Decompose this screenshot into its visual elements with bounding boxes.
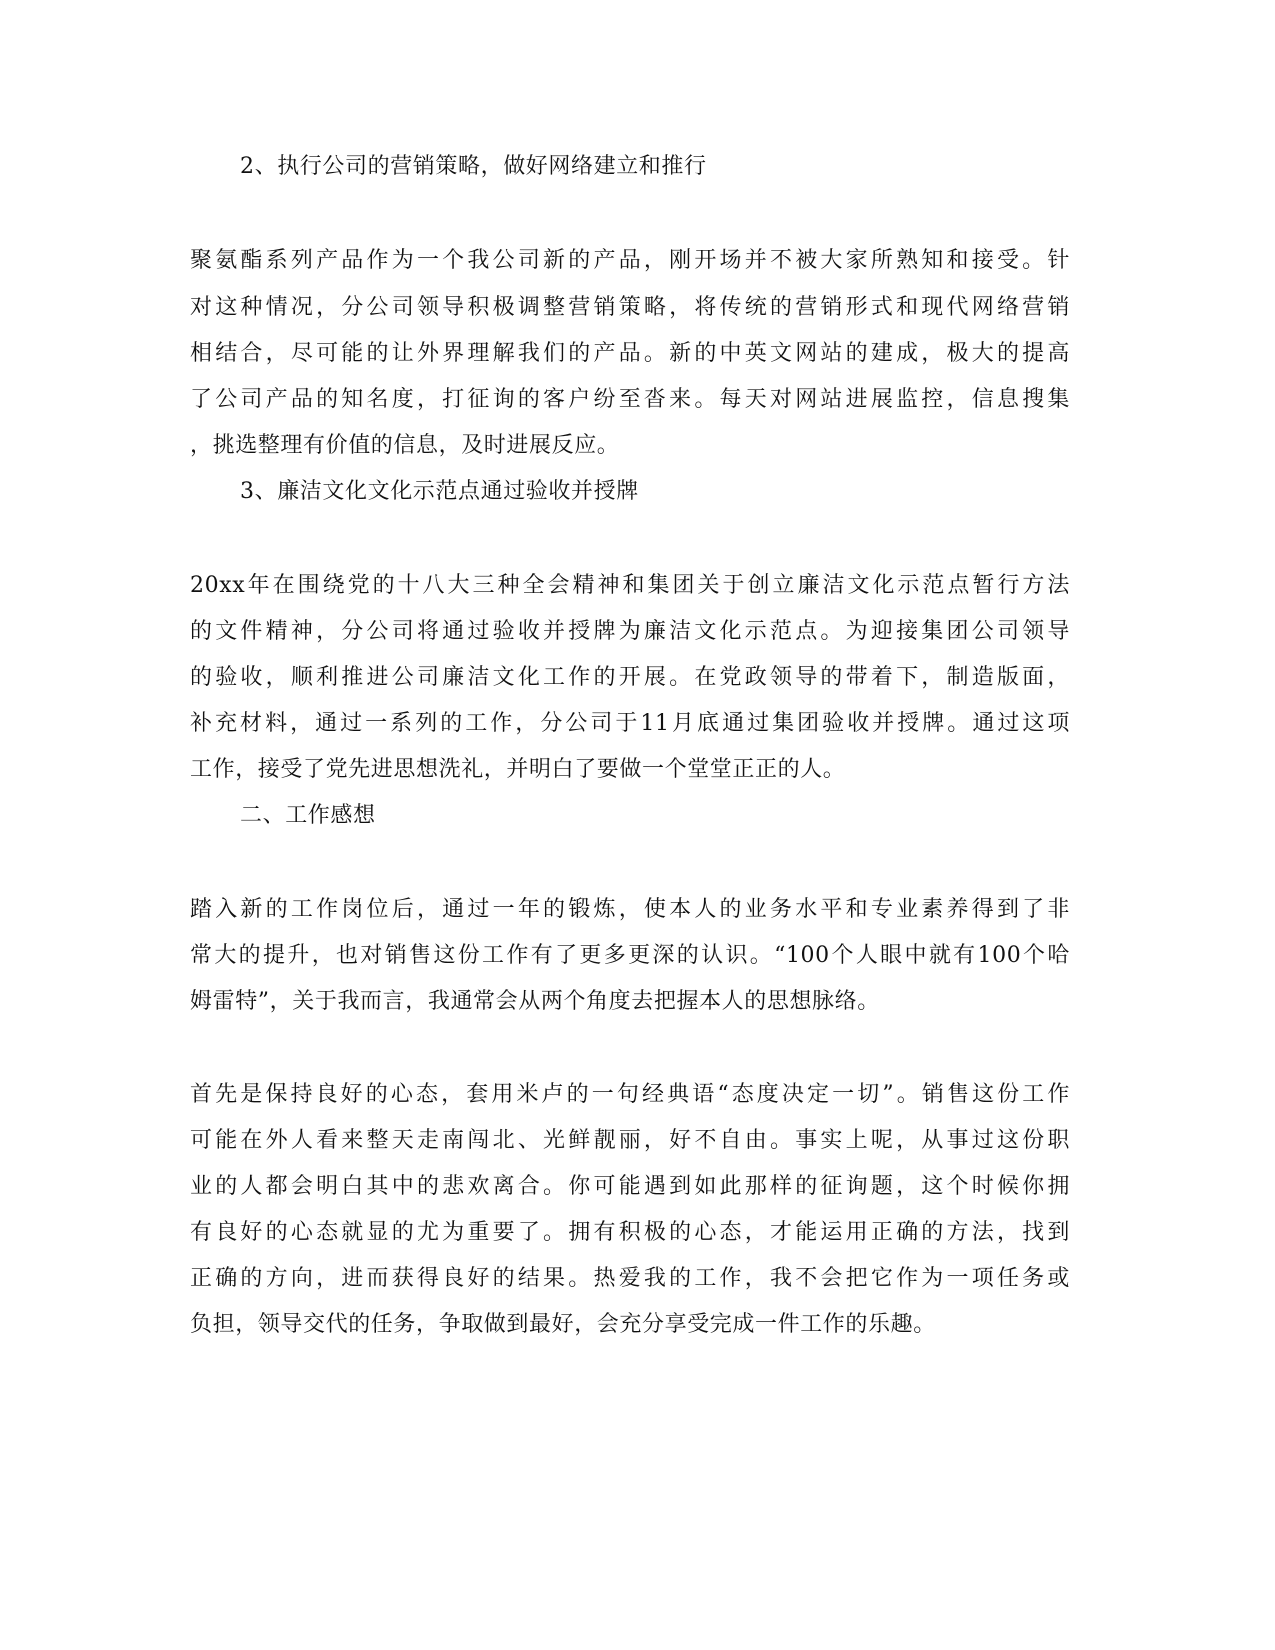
paragraph-line: 可能在外人看来整天走南闯北、光鲜靓丽，好不自由。事实上呢，从事过这份职	[190, 1128, 1070, 1153]
paragraph-line: 聚氨酯系列产品作为一个我公司新的产品，刚开场并不被大家所熟知和接受。针	[190, 248, 1070, 273]
paragraph-line: 有良好的心态就显的尤为重要了。拥有积极的心态，才能运用正确的方法，找到	[190, 1220, 1070, 1245]
paragraph-line: 20xx年在围绕党的十八大三种全会精神和集团关于创立廉洁文化示范点暂行方法	[190, 573, 1070, 598]
section-heading: 3、廉洁文化文化示范点通过验收并授牌	[240, 479, 639, 504]
paragraph-line: 相结合，尽可能的让外界理解我们的产品。新的中英文网站的建成，极大的提高	[190, 341, 1070, 366]
section-heading: 2、执行公司的营销策略，做好网络建立和推行	[240, 154, 707, 179]
section-heading: 二、工作感想	[240, 803, 376, 828]
paragraph-line: ，挑选整理有价值的信息，及时进展反应。	[190, 433, 620, 458]
paragraph-line: 负担，领导交代的任务，争取做到最好，会充分享受完成一件工作的乐趣。	[190, 1312, 936, 1337]
paragraph-line: 的文件精神，分公司将通过验收并授牌为廉洁文化示范点。为迎接集团公司领导	[190, 619, 1070, 644]
paragraph-line: 姆雷特”，关于我而言，我通常会从两个角度去把握本人的思想脉络。	[190, 989, 880, 1014]
paragraph-line: 的验收，顺利推进公司廉洁文化工作的开展。在党政领导的带着下，制造版面，	[190, 665, 1070, 690]
paragraph-line: 正确的方向，进而获得良好的结果。热爱我的工作，我不会把它作为一项任务或	[190, 1266, 1070, 1291]
paragraph-line: 补充材料，通过一系列的工作，分公司于11月底通过集团验收并授牌。通过这项	[190, 711, 1070, 736]
paragraph-line: 踏入新的工作岗位后，通过一年的锻炼，使本人的业务水平和专业素养得到了非	[190, 897, 1070, 922]
paragraph-line: 首先是保持良好的心态，套用米卢的一句经典语“态度决定一切”。销售这份工作	[190, 1082, 1070, 1107]
paragraph-line: 常大的提升，也对销售这份工作有了更多更深的认识。“100个人眼中就有100个哈	[190, 943, 1070, 968]
paragraph-line: 业的人都会明白其中的悲欢离合。你可能遇到如此那样的征询题，这个时候你拥	[190, 1174, 1070, 1199]
paragraph-line: 了公司产品的知名度，打征询的客户纷至沓来。每天对网站进展监控，信息搜集	[190, 387, 1070, 412]
paragraph-line: 工作，接受了党先进思想洗礼，并明白了要做一个堂堂正正的人。	[190, 757, 846, 782]
paragraph-line: 对这种情况，分公司领导积极调整营销策略，将传统的营销形式和现代网络营销	[190, 295, 1070, 320]
